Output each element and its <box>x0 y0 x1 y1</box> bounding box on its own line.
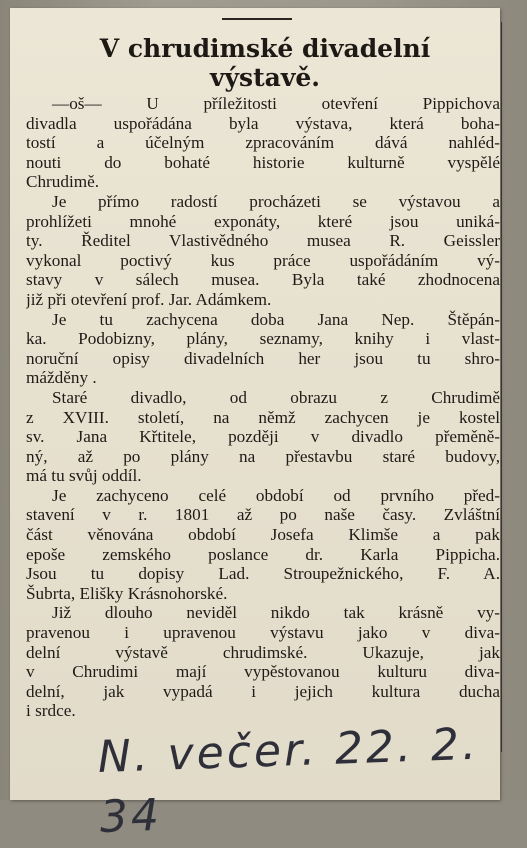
paragraph-3-line-3: noruční opisy divadelních her jsou tu shro- <box>26 348 500 368</box>
handwritten-date-note: N. večer. 22. 2. 34 <box>96 718 480 843</box>
column-rule <box>501 22 502 752</box>
headline-line-1: V chrudimské divadelní <box>99 34 431 63</box>
top-rule <box>222 18 292 20</box>
paragraph-2-line-1: Je přímo radostí procházeti se výstavou a <box>52 191 500 211</box>
paragraph-6-line-2: pravenou i upravenou výstavu jako v diva- <box>26 623 500 643</box>
paragraph-5-line-4: epoše zemského poslance dr. Karla Pippicha. <box>26 544 500 564</box>
paragraph-4-line-1: Staré divadlo, od obrazu z Chrudimě <box>52 387 500 407</box>
paragraph-1-line-4: nouti do bohaté historie kulturně vyspělé <box>26 152 500 172</box>
paragraph-5-line-5: Jsou tu dopisy Lad. Stroupežnického, F. A. <box>26 564 500 584</box>
paragraph-1-line-3: tostí a účelným zpracováním dává nahléd- <box>26 133 500 153</box>
paragraph-2-line-6: již při otevření prof. Jar. Adámkem. <box>26 289 272 309</box>
paragraph-2-line-2: prohlížeti mnohé exponáty, které jsou uniká- <box>26 211 500 231</box>
paragraph-6-line-3: delní výstavě chrudimské. Ukazuje, jak <box>26 642 500 662</box>
paragraph-2-line-4: vykonal poctivý kus práce uspořádáním vý- <box>26 250 500 270</box>
paragraph-6-line-4: v Chrudimi mají vypěstovanou kulturu diva- <box>26 662 500 682</box>
paragraph-5-line-2: stavení v r. 1801 až po naše časy. Zvláštní <box>26 505 500 525</box>
paragraph-3-line-2: ka. Podobizny, plány, seznamy, knihy i vlast- <box>26 329 500 349</box>
paragraph-5-line-1: Je zachyceno celé období od prvního před- <box>52 485 500 505</box>
headline <box>30 34 500 92</box>
paragraph-4-line-4: ný, až po plány na přestavbu staré budovy, <box>26 446 500 466</box>
article-body <box>26 94 500 721</box>
paragraph-6-line-6: i srdce. <box>26 701 76 721</box>
paragraph-6-line-5: delní, jak vypadá i jejich kultura ducha <box>26 681 500 701</box>
newspaper-clipping <box>10 8 500 843</box>
paragraph-1-line-5: Chrudimě. <box>26 172 100 192</box>
paragraph-1-line-2: divadla uspořádána byla výstava, která boha- <box>26 113 500 133</box>
paragraph-5-line-6: Šubrta, Elišky Krásnohorské. <box>26 583 228 603</box>
headline-line-2: výstavě. <box>209 63 320 92</box>
paragraph-4-line-5: má tu svůj oddíl. <box>26 466 142 486</box>
paragraph-6-line-1: Již dlouho neviděl nikdo tak krásně vy- <box>52 603 500 623</box>
paragraph-4-line-2: z XVIII. století, na němž zachycen je kostel <box>26 407 500 427</box>
paragraph-4-line-3: sv. Jana Křtitele, později v divadlo přeměně- <box>26 427 500 447</box>
paragraph-3-line-1: Je tu zachycena doba Jana Nep. Štěpán- <box>52 309 500 329</box>
paragraph-1-line-1: —oš— U příležitosti otevření Pippichova <box>52 94 500 113</box>
paragraph-2-line-5: stavy v sálech musea. Byla také zhodnocena <box>26 270 500 290</box>
paragraph-5-line-3: část věnována období Josefa Klimše a pak <box>26 525 500 545</box>
paragraph-3-line-4: mážděny . <box>26 368 97 388</box>
paragraph-2-line-3: ty. Ředitel Vlastivědného musea R. Geissler <box>26 231 500 251</box>
